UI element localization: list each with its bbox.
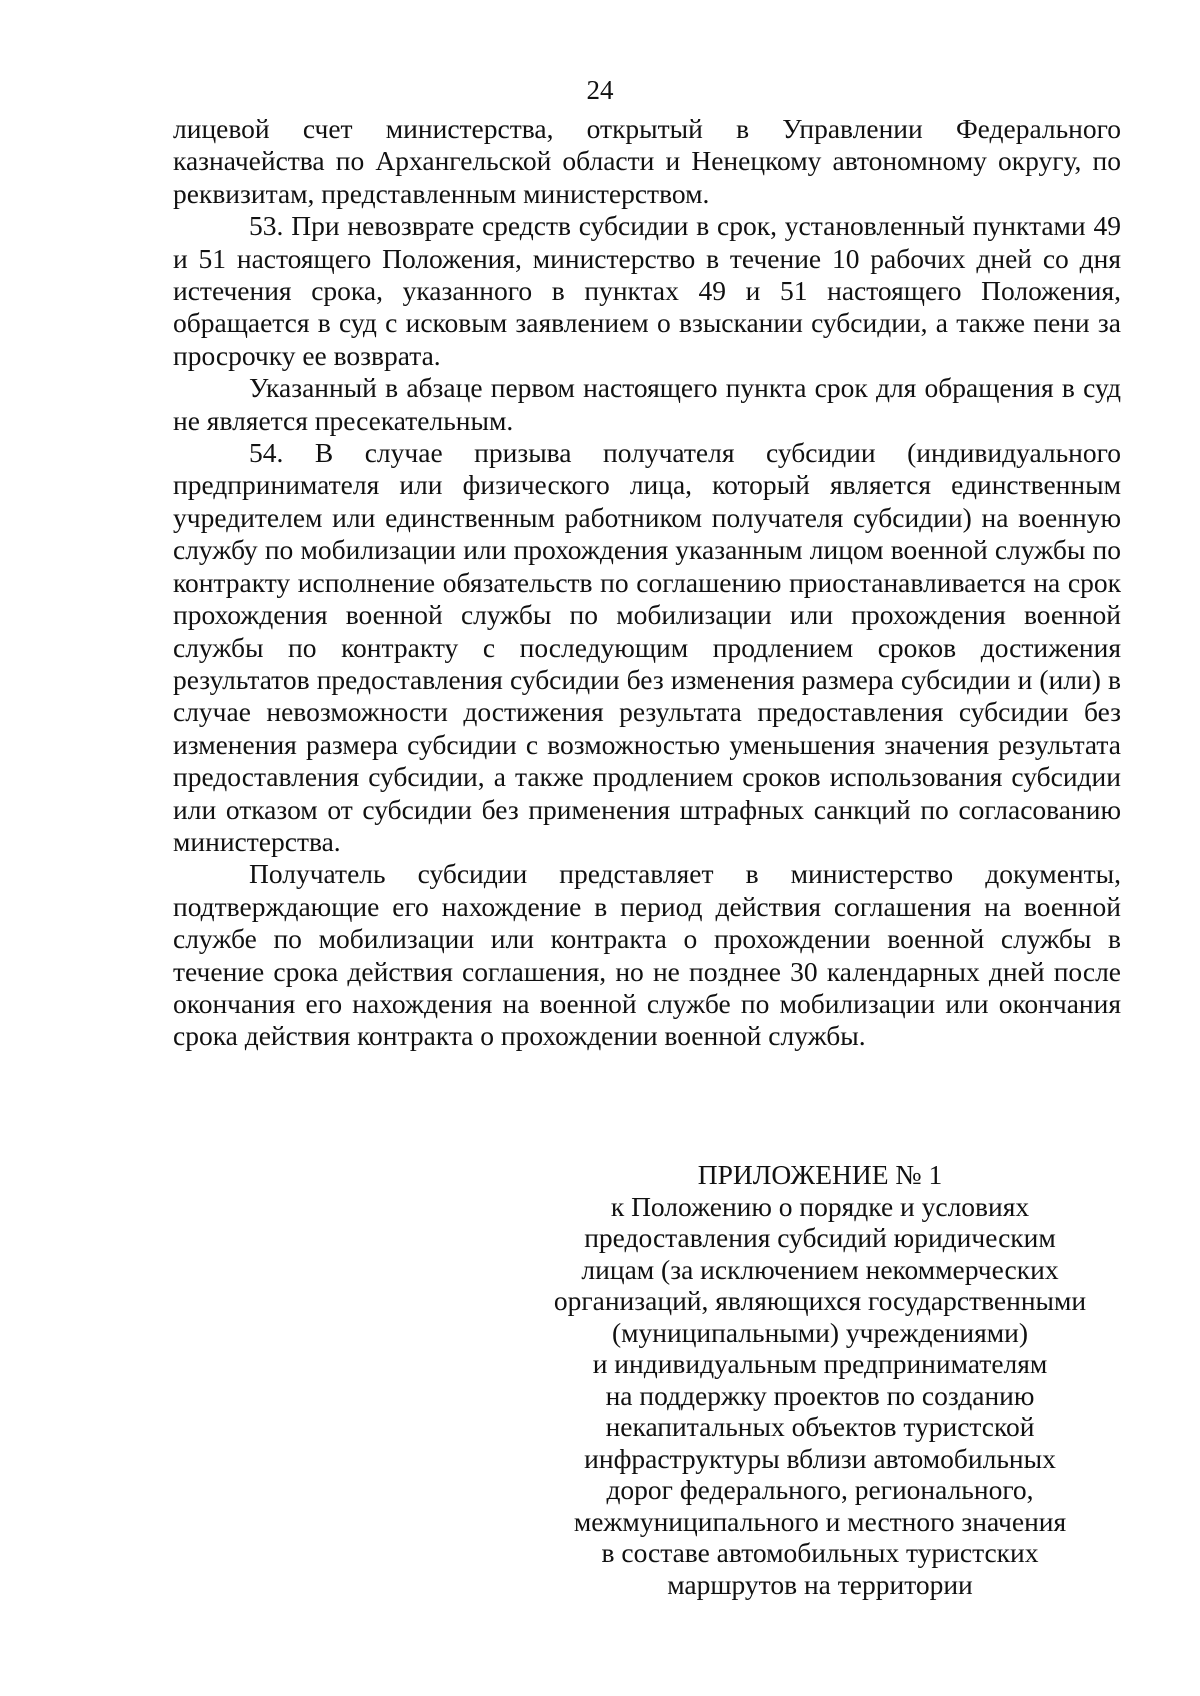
paragraph-54: 54. В случае призыва получателя субсидии (индивидуального предпринимателя или физического лица, который является единственным учредителем или единственным работником получателя субсидии) на военную службу по мобилизации или прохождения указанным лицом военной службы по контракту исполнение обязательств по соглашению приостанавливается на срок прохождения военной службы по мобилизации или прохождения военной службы по контракту с последующим продлением сроков достижения результатов предоставления субсидии без изменения размера субсидии и (или) в случае невозможности достижения результата предоставления субсидии без изменения размера субсидии с возможностью уменьшения значения результата предоставления субсидии, а также продлением сроков использования субсидии или отказом от субсидии без применения штрафных санкций по согласованию министерства. [173, 437, 1121, 857]
appendix-line: маршрутов на территории [667, 1568, 973, 1600]
appendix-line: предоставления субсидий юридическим [584, 1222, 1056, 1253]
appendix-line: в составе автомобильных туристских [601, 1537, 1039, 1568]
paragraph-53-note: Указанный в абзаце первом настоящего пункта срок для обращения в суд не является пресекательным. [173, 372, 1121, 436]
appendix-line: инфраструктуры вблизи автомобильных [584, 1442, 1056, 1474]
paragraph-53: 53. При невозврате средств субсидии в срок, установленный пунктами 49 и 51 настоящего Положения, министерство в течение 10 рабочих дней со дня истечения срока, указанного в пунктах 49 и 51 настоящего Положения, обращается в суд с исковым заявлением о взыскании субсидии, а также пени за просрочку ее возврата. [173, 210, 1121, 371]
appendix-line: к Положению о порядке и условиях [610, 1190, 1030, 1222]
body-text [173, 113, 1121, 1053]
paragraph-54-recipient: Получатель субсидии представляет в министерство документы, подтверждающие его нахождение в период действия соглашения на военной службе по мобилизации или контракта о прохождении военной службы в течение срока действия соглашения, но не позднее 30 календарных дней после окончания его нахождения на военной службе по мобилизации или окончания срока действия контракта о прохождении военной службы. [173, 858, 1121, 1052]
appendix-line: лицам (за исключением некоммерческих [581, 1253, 1059, 1285]
appendix-line: (муниципальными) учреждениями) [611, 1316, 1029, 1348]
appendix-line: межмуниципального и местного значения [573, 1505, 1067, 1537]
appendix-line: организаций, являющихся государственными [553, 1285, 1087, 1316]
paragraph-continuation: лицевой счет министерства, открытый в Управлении Федерального казначейства по Архангельской области и Ненецкому автономному округу, по реквизитам, представленным министерством. [173, 113, 1121, 209]
appendix-line: некапитальных объектов туристской [605, 1411, 1035, 1442]
page-number: 24 [586, 75, 614, 105]
appendix-line: на поддержку проектов по созданию [605, 1379, 1035, 1411]
appendix-line: дорог федерального, регионального, [606, 1474, 1034, 1505]
appendix-line: и индивидуальным предпринимателям [592, 1348, 1048, 1379]
appendix-title: ПРИЛОЖЕНИЕ № 1 [697, 1159, 943, 1190]
appendix-heading [520, 1159, 1120, 1600]
